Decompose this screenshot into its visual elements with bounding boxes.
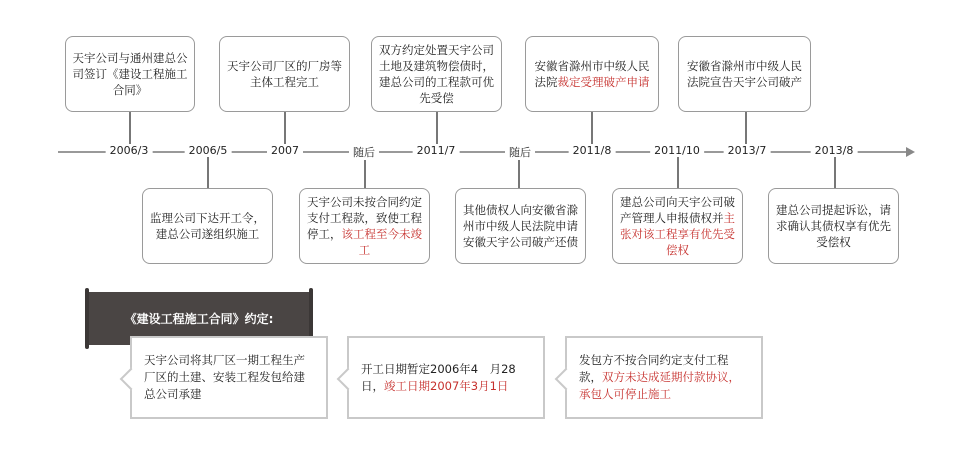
event-text: 建总公司向天宇公司破产管理人申报债权并 (620, 195, 735, 225)
event-box-top (65, 36, 195, 112)
date-label: 2006/3 (106, 144, 153, 157)
event-text: 双方约定处置天宇公司土地及建筑物偿债时，建总公司的工程款可优先受偿 (379, 43, 494, 105)
contract-note (565, 336, 763, 419)
event-text: 天宇公司厂区的厂房等主体工程完工 (227, 59, 342, 89)
event-text-highlight: 该工程至今未竣工 (341, 227, 422, 257)
event-box-top (678, 36, 811, 112)
event-box-bottom (142, 188, 273, 264)
date-label: 2013/8 (811, 144, 858, 157)
event-box-top (219, 36, 350, 112)
date-label: 随后 (505, 144, 535, 160)
event-box-bottom (455, 188, 586, 264)
date-label: 2013/7 (724, 144, 771, 157)
event-box-top (525, 36, 659, 112)
connector-line (207, 152, 209, 188)
note-text: 发包方不按合同约定支付工程款， (579, 353, 729, 384)
date-label: 2007 (267, 144, 303, 157)
note-text-highlight: 双方未达成延期付款协议，承包人可停止施工 (579, 370, 740, 401)
note-text: 天宇公司将其厂区一期工程生产厂区的土建、安装工程发包给建总公司承建 (144, 353, 305, 401)
event-text-highlight: 裁定受理破产申请 (557, 75, 650, 89)
contract-note (347, 336, 545, 419)
event-text: 天宇公司未按合同约定支付工程款，致使工程停工， (307, 195, 422, 241)
event-text: 安徽省滁州市中级人民法院宣告天宇公司破产 (687, 59, 802, 89)
note-pointer (555, 368, 578, 391)
date-label: 2011/7 (413, 144, 460, 157)
note-pointer (120, 368, 143, 391)
connector-line (834, 152, 836, 188)
timeline-arrow-head (906, 147, 915, 157)
event-box-bottom (612, 188, 743, 264)
note-pointer (337, 368, 360, 391)
note-text: 开工日期暂定2006年4 月28日， (361, 361, 516, 393)
banner-title: 《建设工程施工合同》约定: (124, 312, 274, 326)
date-label: 2011/10 (650, 144, 704, 157)
connector-line (677, 152, 679, 188)
event-text: 其他债权人向安徽省滁州市中级人民法院申请安徽天宇公司破产还债 (463, 203, 578, 249)
contract-note (130, 336, 328, 419)
event-text: 建总公司提起诉讼，请求确认其债权享有优先受偿权 (776, 203, 891, 249)
event-box-top (371, 36, 502, 112)
note-text-highlight: 竣工日期2007年3月1日 (384, 378, 509, 393)
event-text: 监理公司下达开工令，建总公司遂组织施工 (150, 211, 265, 241)
date-label: 随后 (349, 144, 379, 160)
event-text: 天宇公司与通州建总公司签订《建设工程施工合同》 (72, 51, 188, 97)
event-text: 安徽省滁州市中级人民法院 (534, 59, 650, 89)
event-box-bottom (768, 188, 899, 264)
event-box-bottom (299, 188, 430, 264)
event-text-highlight: 主张对该工程享有优先受偿权 (620, 211, 735, 257)
date-label: 2011/8 (569, 144, 616, 157)
date-label: 2006/5 (185, 144, 232, 157)
